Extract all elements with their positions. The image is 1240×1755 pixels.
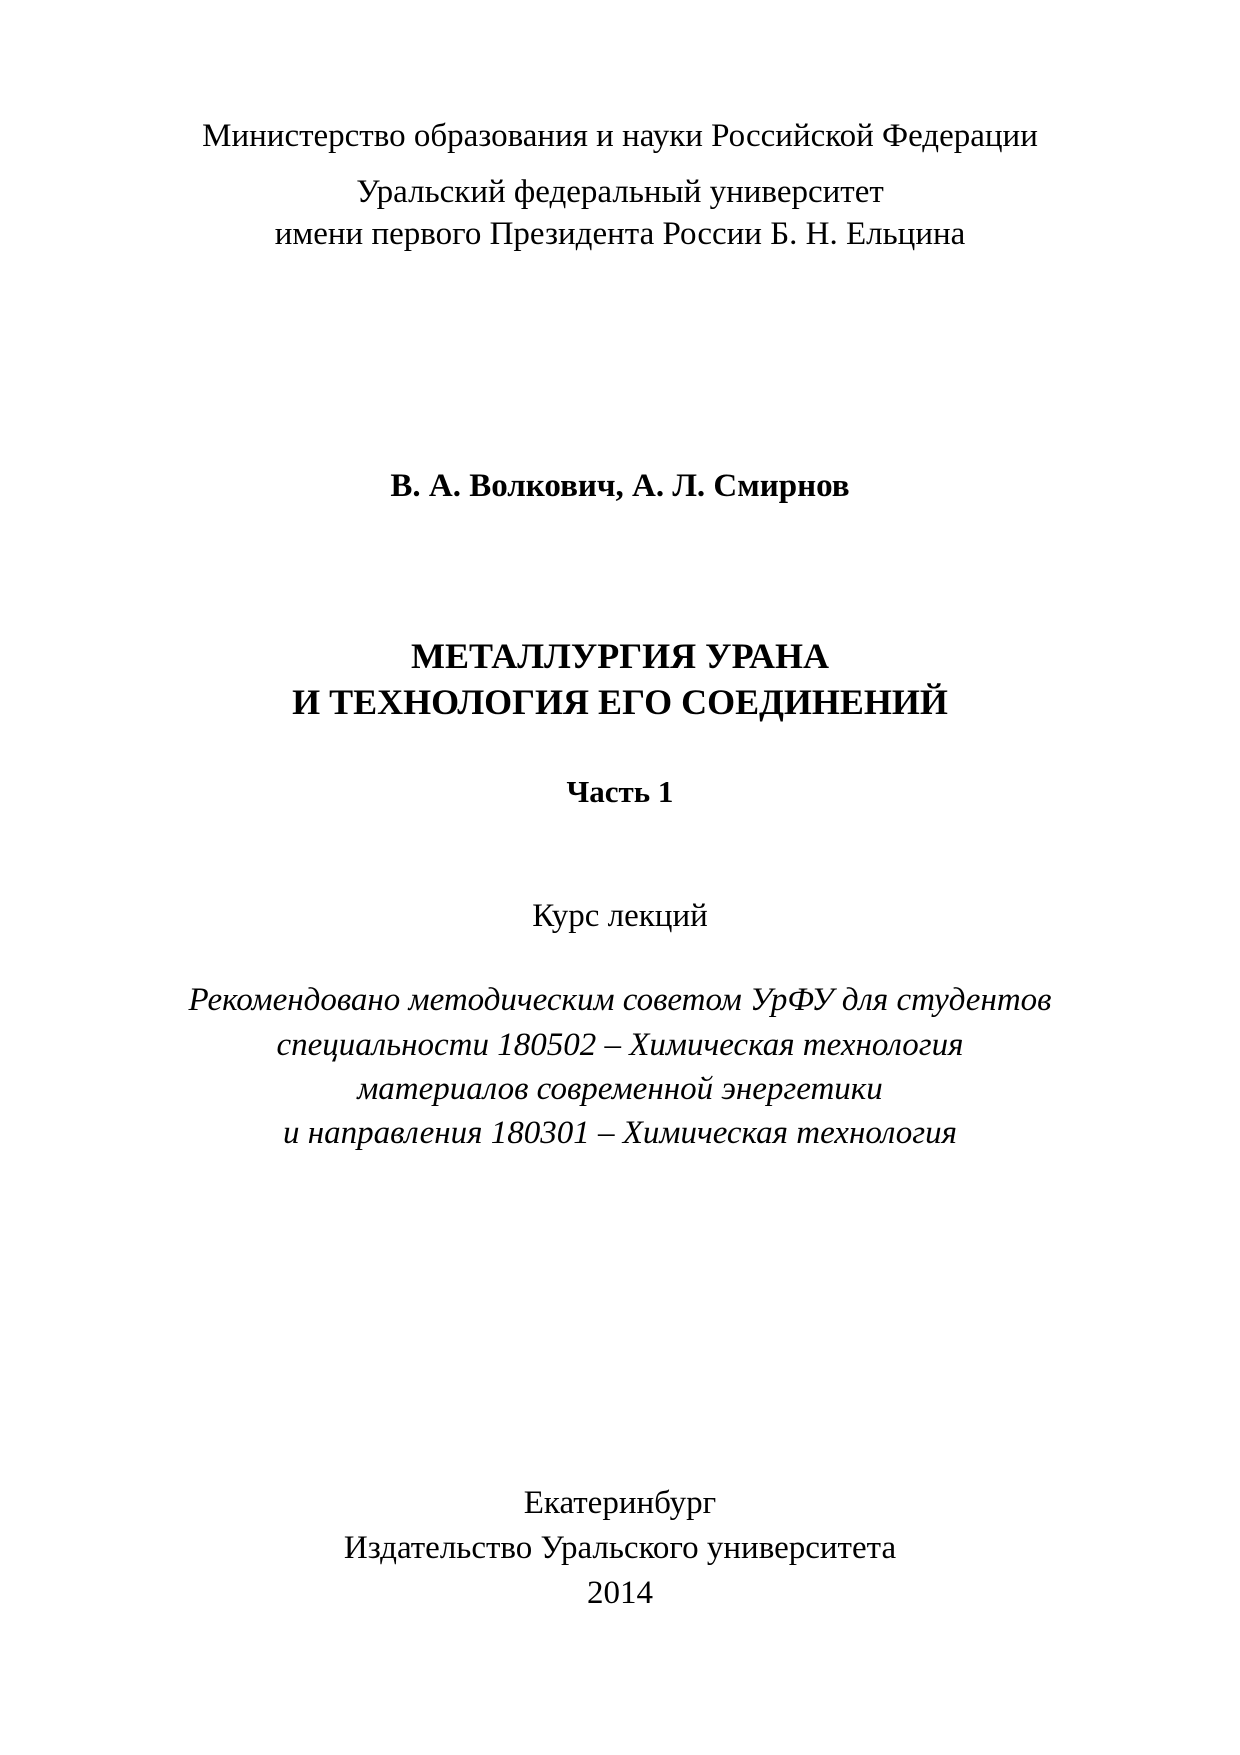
recommendation-line-3: материалов современной энергетики [357,1071,883,1107]
university-line-1: Уральский федеральный университет [356,174,884,210]
imprint-city: Екатеринбург [523,1485,717,1521]
part-number: Часть 1 [566,774,674,809]
title-line-2: И ТЕХНОЛОГИЯ ЕГО СОЕДИНЕНИЙ [292,682,948,722]
recommendation-line-2: специальности 180502 – Химическая технология [276,1027,964,1063]
authors: В. А. Волкович, А. Л. Смирнов [390,468,850,504]
imprint-publisher: Издательство Уральского университета [343,1530,897,1566]
university-line-2: имени первого Президента России Б. Н. Ельцина [274,216,966,252]
recommendation-line-1: Рекомендовано методическим советом УрФУ для студентов [188,982,1052,1018]
imprint-year: 2014 [587,1575,653,1611]
recommendation-line-4: и направления 180301 – Химическая технология [282,1115,958,1151]
document-type: Курс лекций [532,898,708,934]
ministry-line: Министерство образования и науки Российской Федерации [202,118,1038,154]
title-line-1: МЕТАЛЛУРГИЯ УРАНА [411,636,829,676]
